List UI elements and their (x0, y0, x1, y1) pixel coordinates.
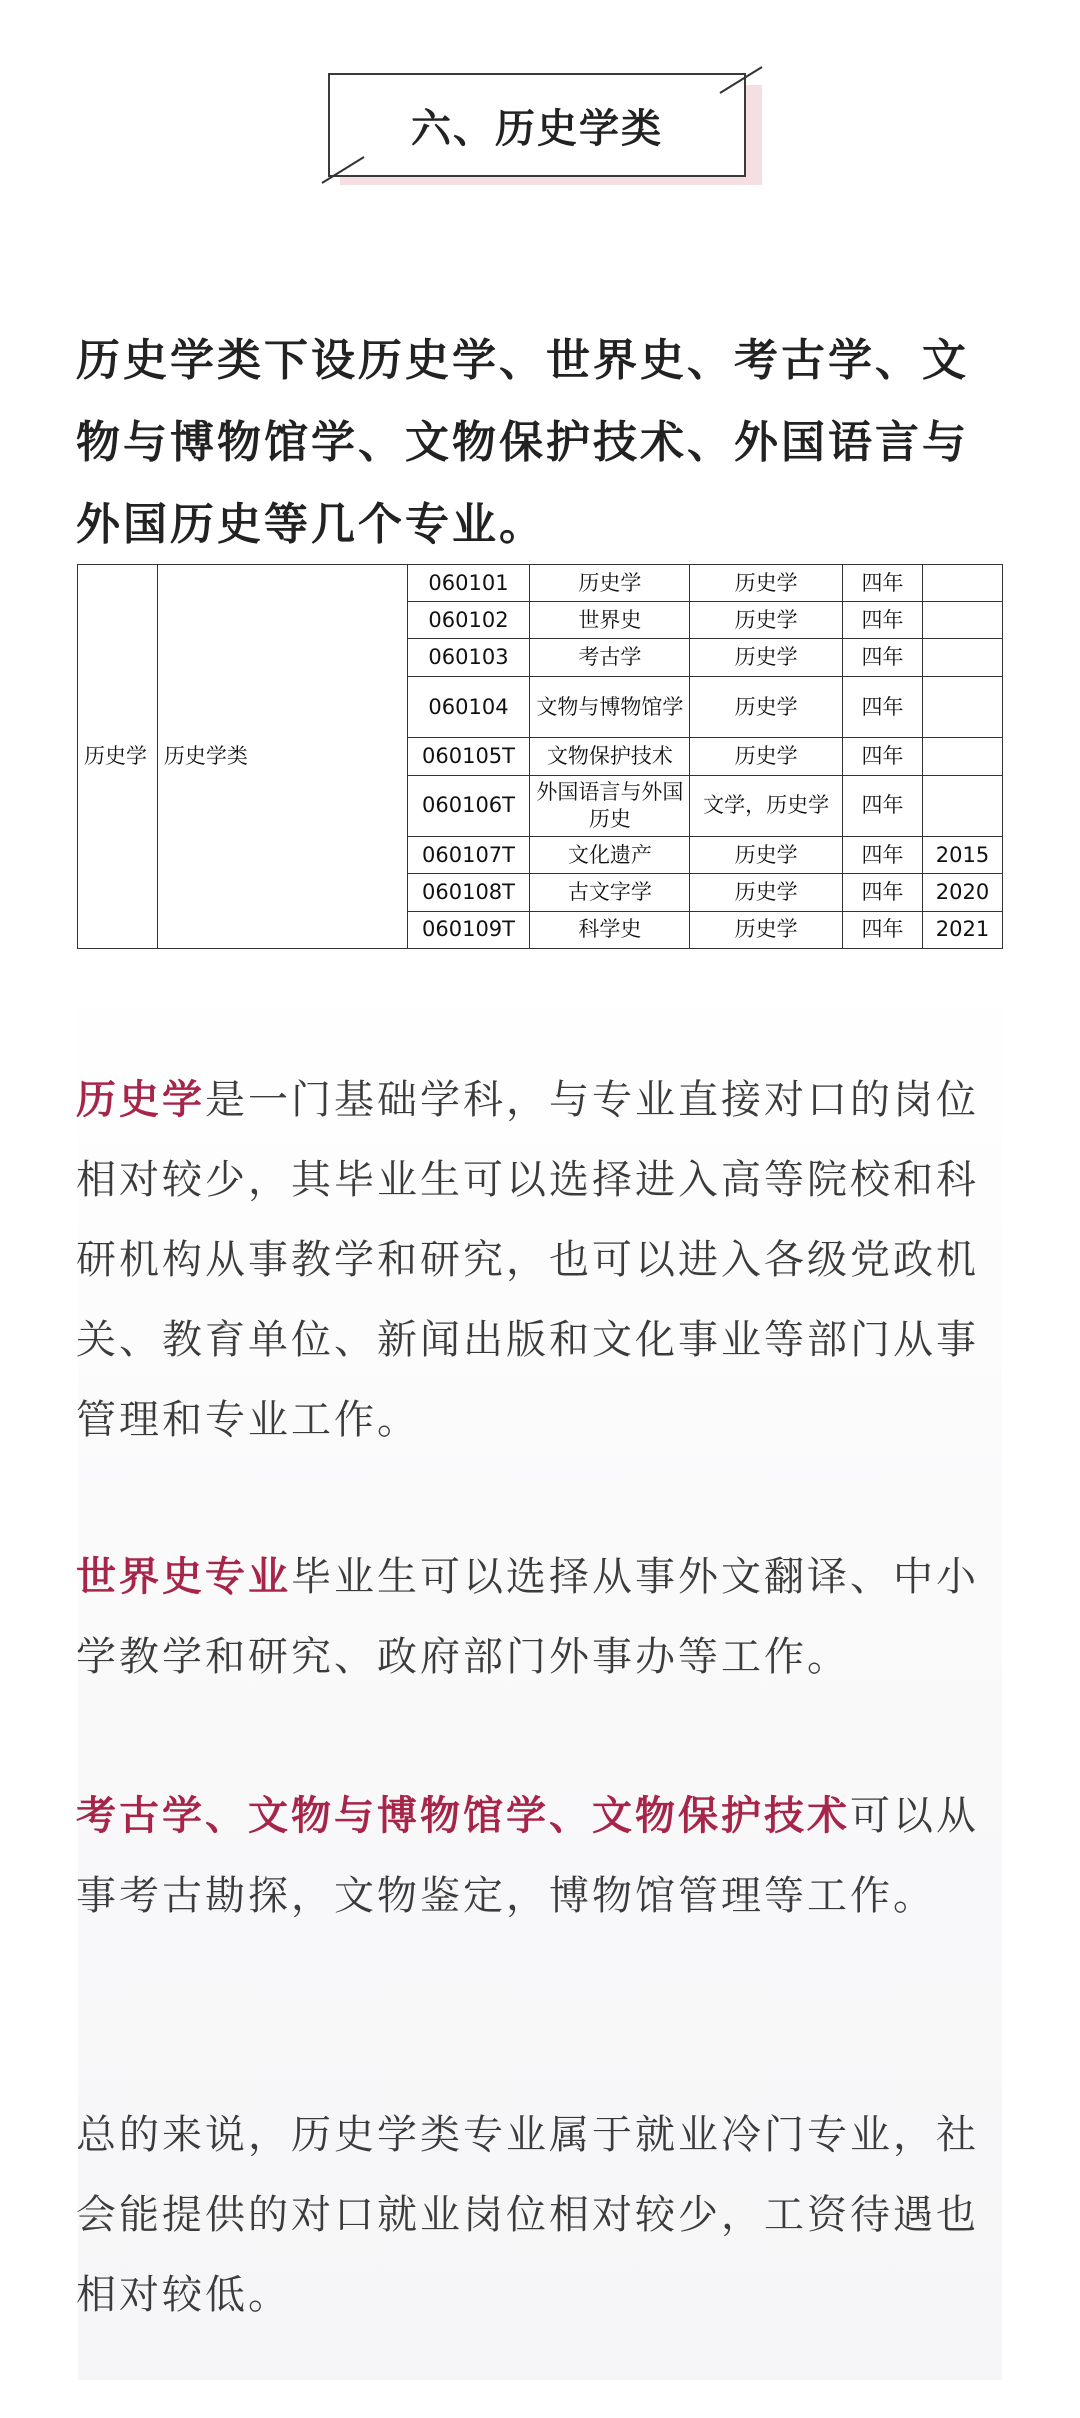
paragraph-archaeology (76, 1776, 1006, 1936)
intro-paragraph: 历史学类下设历史学、世界史、考古学、文物与博物馆学、文物保护技术、外国语言与外国历史等几个专业。 (76, 335, 969, 550)
cell-years: 四年 (843, 874, 923, 911)
cell-code: 060103 (407, 639, 530, 676)
cell-added: 2015 (922, 837, 1002, 874)
cell-degree: 文学，历史学 (690, 775, 843, 837)
highlight-history: 历史学 (76, 1077, 205, 1123)
cell-name: 古文字学 (530, 874, 690, 911)
title-frame (328, 73, 746, 177)
cell-name: 考古学 (530, 639, 690, 676)
highlight-archaeology: 考古学、文物与博物馆学、文物保护技术 (76, 1793, 850, 1839)
table-row (78, 565, 1003, 602)
cell-degree: 历史学 (690, 874, 843, 911)
cell-degree: 历史学 (690, 911, 843, 948)
cell-name: 外国语言与外国历史 (530, 775, 690, 837)
cell-degree: 历史学 (690, 676, 843, 738)
category-cell: 历史学类 (157, 565, 407, 949)
cell-degree: 历史学 (690, 602, 843, 639)
cell-years: 四年 (843, 565, 923, 602)
paragraph-archaeology-text: 可以从事考古勘探，文物鉴定，博物馆管理等工作。 (76, 1793, 979, 1919)
cell-code: 060107T (407, 837, 530, 874)
cell-added (922, 676, 1002, 738)
paragraph-summary: 总的来说，历史学类专业属于就业冷门专业，社会能提供的对口就业岗位相对较少，工资待遇也相对较低。 (76, 2112, 979, 2318)
cell-degree: 历史学 (690, 639, 843, 676)
cell-code: 060109T (407, 911, 530, 948)
cell-years: 四年 (843, 775, 923, 837)
cell-years: 四年 (843, 639, 923, 676)
cell-name: 科学史 (530, 911, 690, 948)
cell-added (922, 738, 1002, 775)
cell-added (922, 775, 1002, 837)
paragraph-history (76, 1060, 1006, 1460)
corner-slash-decoration (320, 155, 366, 185)
cell-years: 四年 (843, 837, 923, 874)
cell-code: 060105T (407, 738, 530, 775)
paragraph-world-history-text: 毕业生可以选择从事外文翻译、中小学教学和研究、政府部门外事办等工作。 (76, 1554, 979, 1680)
section-title-box (328, 73, 752, 183)
cell-added (922, 639, 1002, 676)
cell-years: 四年 (843, 911, 923, 948)
cell-degree: 历史学 (690, 837, 843, 874)
cell-degree: 历史学 (690, 738, 843, 775)
cell-name: 历史学 (530, 565, 690, 602)
discipline-cell: 历史学 (78, 565, 158, 949)
cell-added (922, 602, 1002, 639)
cell-code: 060108T (407, 874, 530, 911)
majors-table (77, 564, 1003, 949)
cell-name: 文物与博物馆学 (530, 676, 690, 738)
cell-code: 060102 (407, 602, 530, 639)
majors-table-body (78, 565, 1003, 949)
cell-name: 文化遗产 (530, 837, 690, 874)
section-title: 六、历史学类 (411, 105, 663, 152)
cell-name: 文物保护技术 (530, 738, 690, 775)
cell-years: 四年 (843, 602, 923, 639)
paragraph-world-history (76, 1537, 1006, 1697)
cell-code: 060106T (407, 775, 530, 837)
paragraph-history-text: 是一门基础学科，与专业直接对口的岗位相对较少，其毕业生可以选择进入高等院校和科研机构从事教学和研究，也可以进入各级党政机关、教育单位、新闻出版和文化事业等部门从事管理和专业工作。 (76, 1077, 979, 1443)
cell-code: 060101 (407, 565, 530, 602)
cell-years: 四年 (843, 738, 923, 775)
cell-years: 四年 (843, 676, 923, 738)
cell-added: 2021 (922, 911, 1002, 948)
cell-code: 060104 (407, 676, 530, 738)
cell-degree: 历史学 (690, 565, 843, 602)
corner-slash-decoration (718, 65, 764, 95)
highlight-world-history: 世界史专业 (76, 1554, 291, 1600)
cell-added (922, 565, 1002, 602)
cell-name: 世界史 (530, 602, 690, 639)
cell-added: 2020 (922, 874, 1002, 911)
